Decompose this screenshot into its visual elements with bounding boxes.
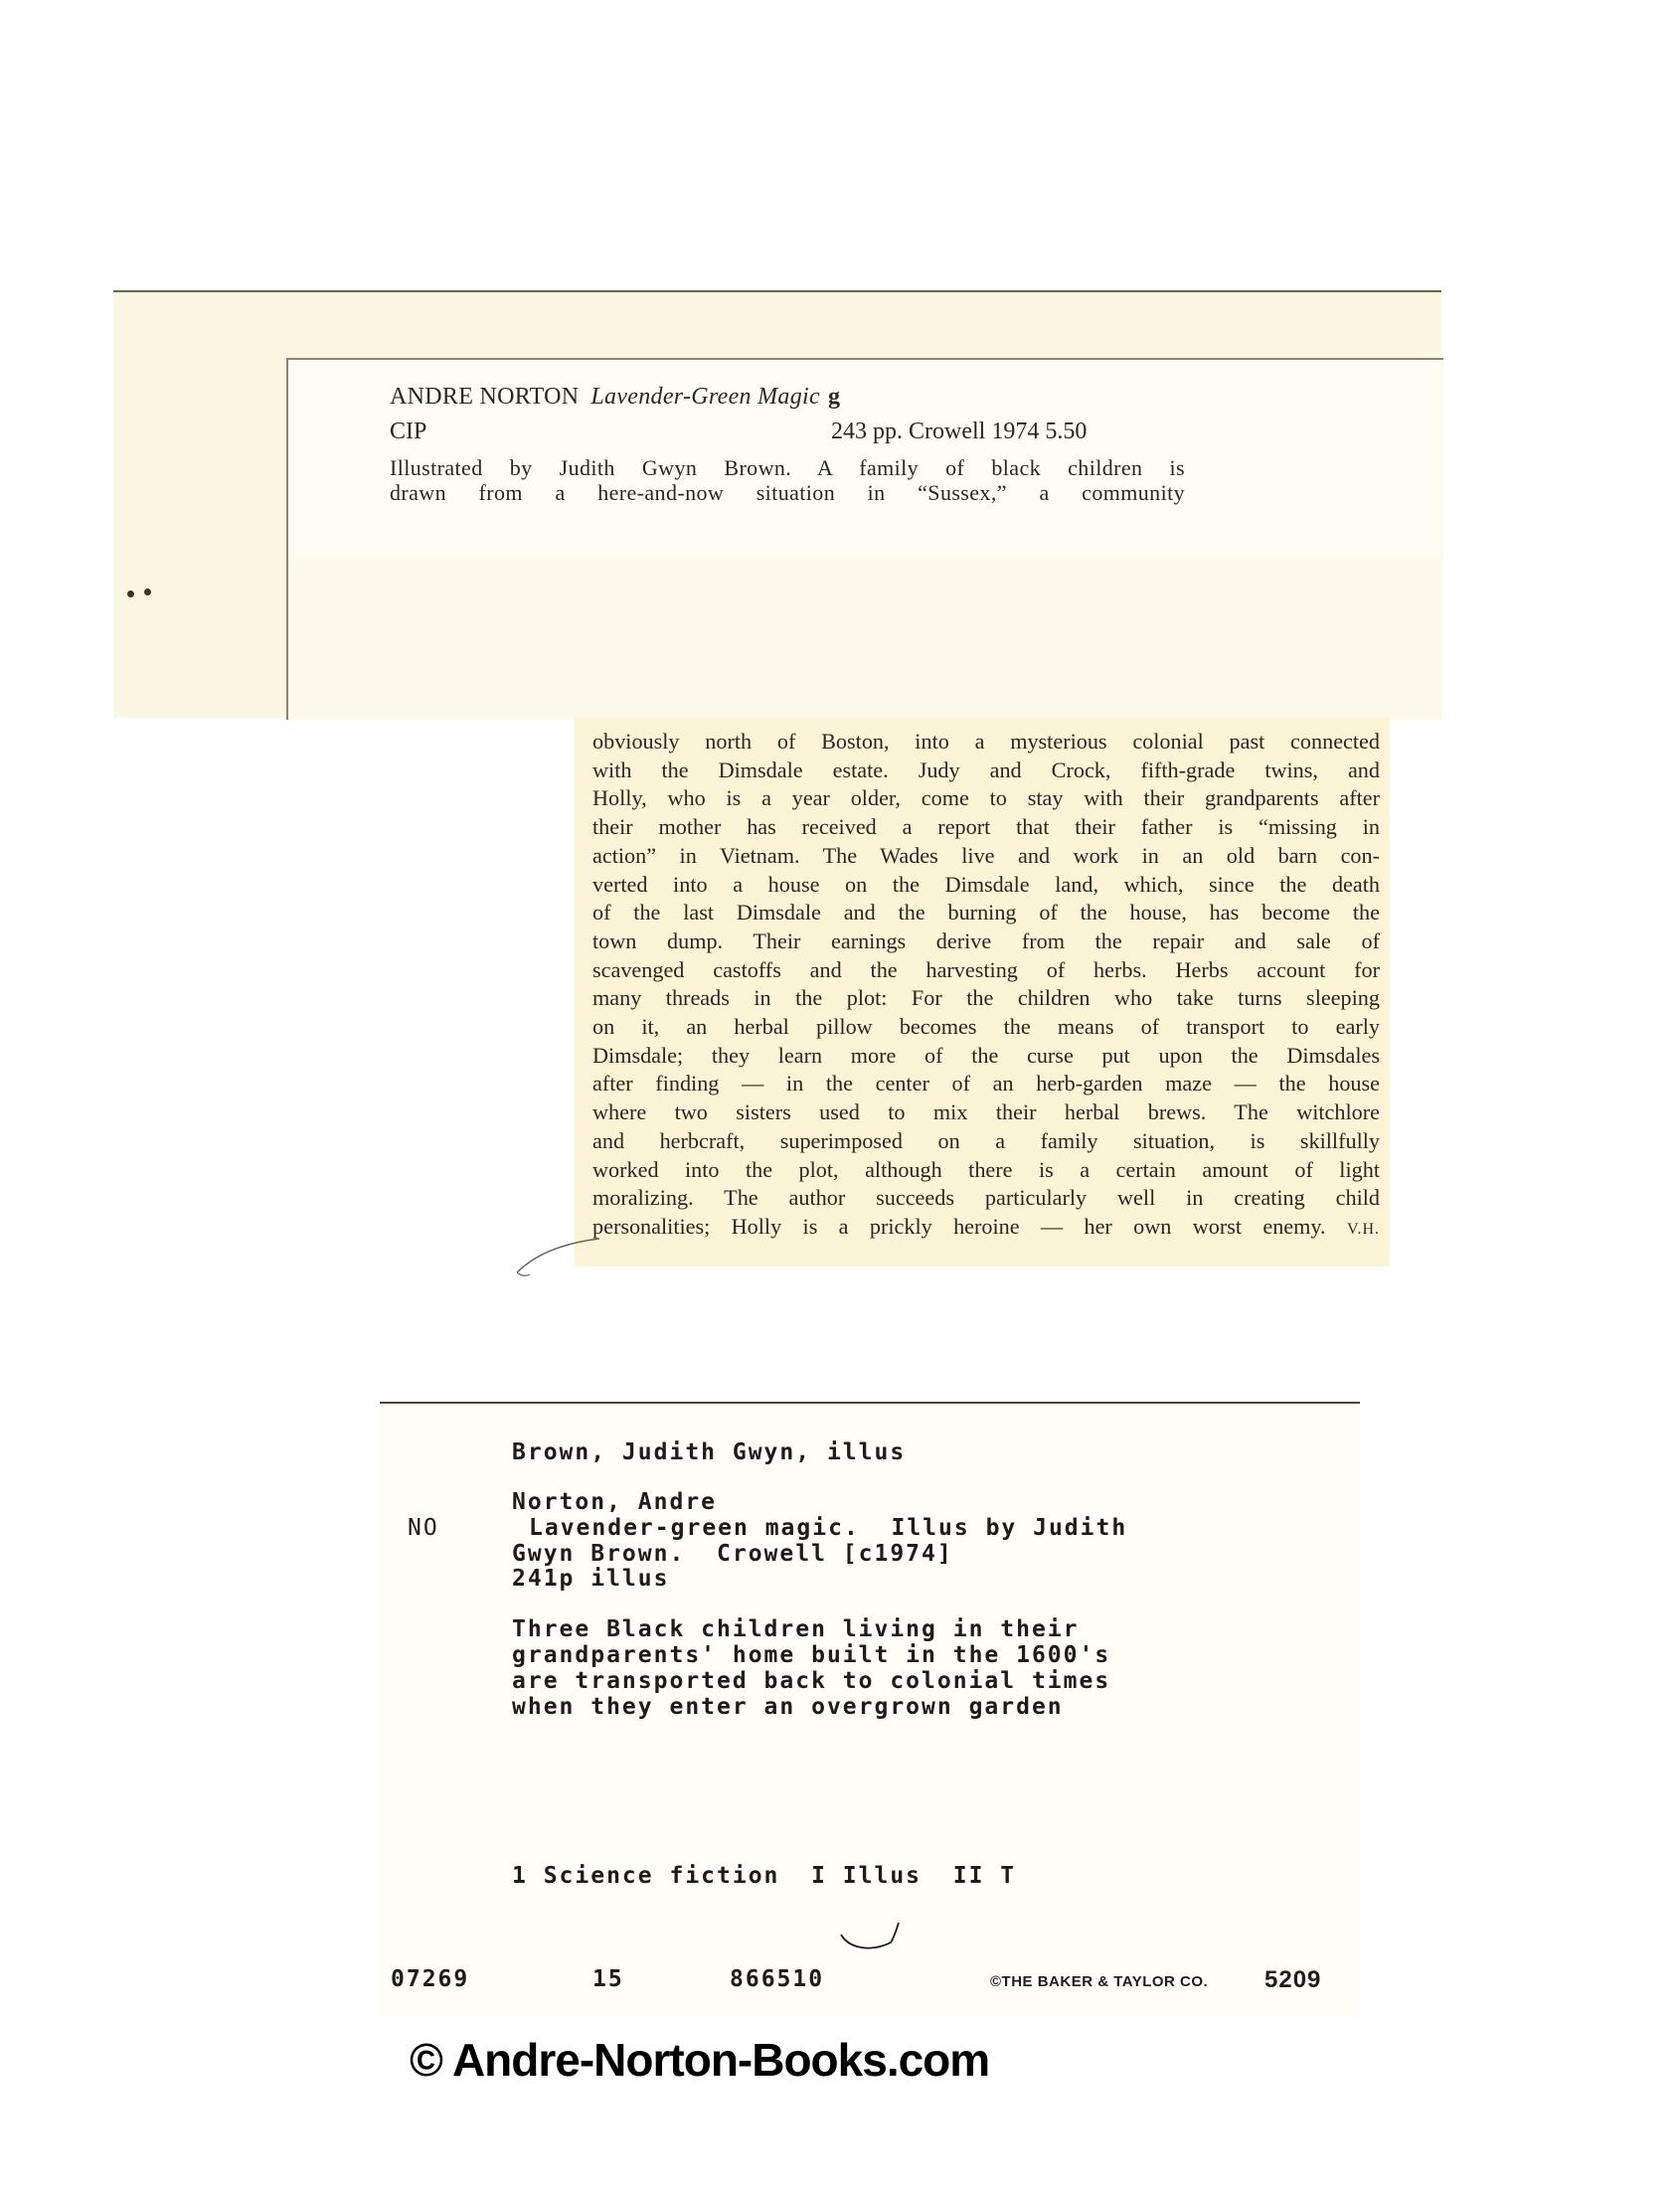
paper-curl-mark — [512, 1233, 601, 1282]
review-continuation-text — [592, 728, 1380, 1245]
pen-mark — [835, 1919, 905, 1963]
review-line: where two sisters used to mix their herbal brews. The witchlore — [592, 1099, 1380, 1125]
review-header — [390, 384, 840, 411]
review-last-line — [592, 1213, 1380, 1245]
reviewer-initials: V.H. — [1346, 1220, 1381, 1238]
review-line: Holly, who is a year older, come to stay with their grandparents after — [592, 785, 1380, 811]
card-summary-line: Three Black children living in their — [512, 1616, 1080, 1642]
review-intro — [390, 455, 1185, 505]
review-line: verted into a house on the Dimsdale land, which, since the death — [592, 871, 1380, 897]
speck-mark — [144, 589, 151, 595]
speck-mark — [127, 591, 134, 597]
review-intro-line: drawn from a here-and-now situation in “Sussex,” a community — [390, 480, 1185, 505]
review-line: town dump. Their earnings derive from the repair and sale of — [592, 928, 1380, 953]
card-title-line: Lavender-green magic. Illus by Judith — [529, 1515, 1128, 1541]
card-tracings: 1 Science fiction I Illus II T — [512, 1863, 1017, 1889]
card-call-mark: NO — [408, 1515, 439, 1541]
clipping-top-rule — [113, 290, 1441, 292]
card-collation: 241p illus — [512, 1566, 670, 1592]
review-line: obviously north of Boston, into a mysterious colonial past connected — [592, 729, 1380, 754]
catalog-card-top-rule — [380, 1402, 1360, 1404]
review-line: after finding — in the center of an herb-garden maze — the house — [592, 1071, 1380, 1097]
review-line: and herbcraft, superimposed on a family situation, is skillfully — [592, 1127, 1380, 1153]
review-line: moralizing. The author succeeds particularly well in creating child — [592, 1185, 1380, 1211]
card-summary-line: grandparents' home built in the 1600's — [512, 1642, 1111, 1668]
review-line: personalities; Holly is a prickly heroine — her own worst enemy. — [592, 1213, 1326, 1239]
card-added-entry: Brown, Judith Gwyn, illus — [512, 1439, 907, 1465]
card-summary-line: are transported back to colonial times — [512, 1668, 1111, 1694]
card-footer-code-1: 07269 — [391, 1966, 470, 1992]
review-grade: g — [827, 384, 841, 410]
review-line: action” in Vietnam. The Wades live and work in an old barn con- — [592, 842, 1380, 868]
card-summary-line: when they enter an overgrown garden — [512, 1694, 1064, 1720]
review-title: Lavender-Green Magic — [590, 384, 820, 410]
review-line: many threads in the plot: For the children who take turns sleeping — [592, 985, 1380, 1011]
review-publication: 243 pp. Crowell 1974 5.50 — [831, 419, 1088, 444]
review-line: of the last Dimsdale and the burning of the house, has become the — [592, 900, 1380, 926]
review-line: worked into the plot, although there is a certain amount of light — [592, 1156, 1380, 1182]
card-title-line: Gwyn Brown. Crowell [c1974] — [512, 1541, 953, 1567]
card-footer-code-4: 5209 — [1264, 1966, 1322, 1993]
card-footer-code-3: 866510 — [730, 1966, 825, 1992]
review-cip: CIP — [390, 419, 427, 444]
card-footer-code-2: 15 — [592, 1966, 624, 1992]
card-main-entry: Norton, Andre — [512, 1489, 718, 1515]
review-intro-line: Illustrated by Judith Gwyn Brown. A family of black children is — [390, 455, 1185, 480]
review-line: their mother has received a report that their father is “missing in — [592, 814, 1380, 840]
review-author: ANDRE NORTON — [390, 384, 580, 410]
review-line: on it, an herbal pillow becomes the means of transport to early — [592, 1014, 1380, 1040]
review-line: scavenged castoffs and the harvesting of herbs. Herbs account for — [592, 956, 1380, 982]
card-footer-copyright: ©THE BAKER & TAYLOR CO. — [990, 1973, 1209, 1990]
review-line: Dimsdale; they learn more of the curse put upon the Dimsdales — [592, 1042, 1380, 1068]
site-watermark: © Andre-Norton-Books.com — [410, 2034, 990, 2086]
review-line: with the Dimsdale estate. Judy and Crock, fifth-grade twins, and — [592, 757, 1380, 782]
